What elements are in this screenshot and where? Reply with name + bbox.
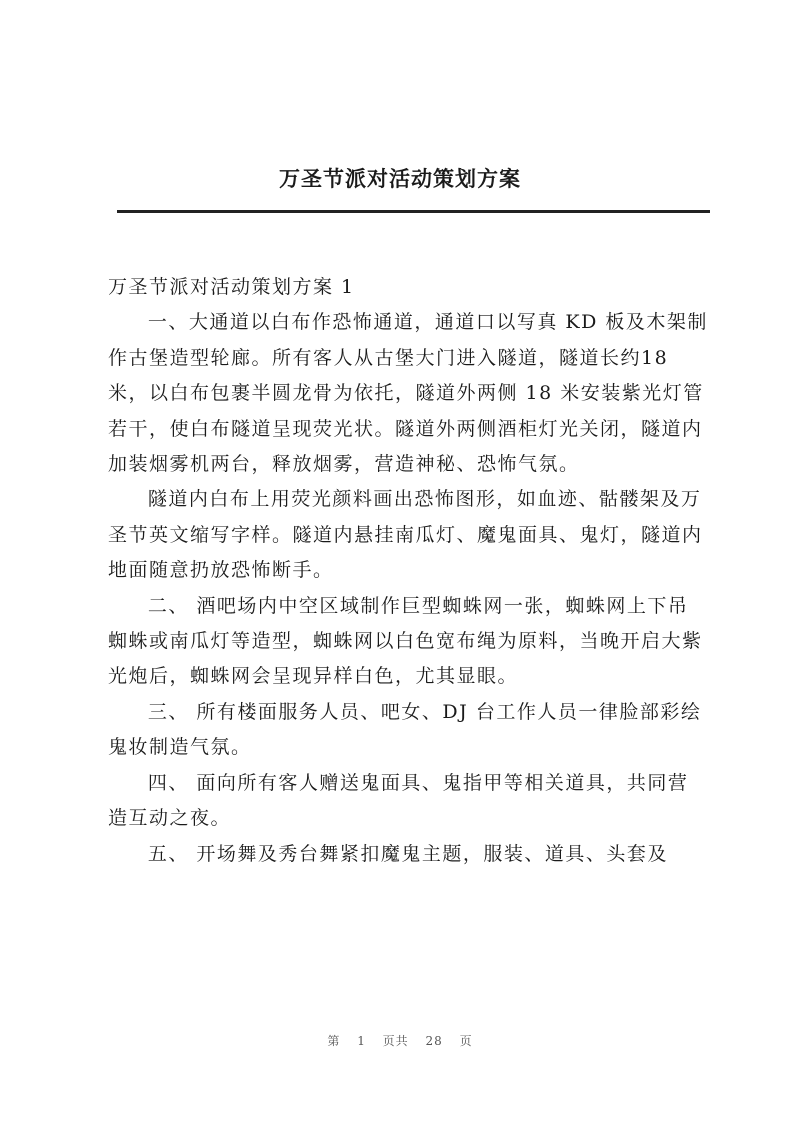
footer-page-number: 1 xyxy=(357,1034,366,1048)
paragraph-1: 一、大通道以白布作恐怖通道，通道口以写真 KD 板及木架制作古堡造型轮廊。所有客人从古堡大门进入隧道，隧道长约18 米，以白布包裹半圆龙骨为依托，隧道外两侧 18 米安装紫光灯管若干，使白布隧道呈现荧光状。隧道外两侧酒柜灯光关闭，隧道内加装烟雾机两台，释放烟雾，营造神秘、恐怖气氛。 xyxy=(108,311,708,476)
footer-middle: 页共 xyxy=(382,1034,409,1048)
paragraph-3: 二、 酒吧场内中空区域制作巨型蜘蛛网一张，蜘蛛网上下吊蜘蛛或南瓜灯等造型，蜘蛛网以白色宽布绳为原料，当晚开启大紫光炮后，蜘蛛网会呈现异样白色，尤其显眼。 xyxy=(108,594,703,688)
paragraph-5: 四、 面向所有客人赠送鬼面具、鬼指甲等相关道具，共同营造互动之夜。 xyxy=(108,771,689,830)
paragraph-4: 三、 所有楼面服务人员、吧女、DJ 台工作人员一律脸部彩绘鬼妆制造气氛。 xyxy=(108,700,702,759)
footer-total-pages: 28 xyxy=(425,1034,443,1048)
footer-prefix: 第 xyxy=(327,1034,341,1048)
section-heading: 万圣节派对活动策划方案 1 xyxy=(108,276,355,298)
page-footer xyxy=(0,1032,800,1049)
document-body xyxy=(108,270,708,872)
footer-suffix: 页 xyxy=(459,1034,473,1048)
title-underline xyxy=(117,210,710,213)
document-title: 万圣节派对活动策划方案 xyxy=(279,166,521,191)
paragraph-6: 五、 开场舞及秀台舞紧扣魔鬼主题，服装、道具、头套及 xyxy=(147,842,668,865)
paragraph-2: 隧道内白布上用荧光颜料画出恐怖图形，如血迹、骷髅架及万圣节英文缩写字样。隧道内悬挂南瓜灯、魔鬼面具、鬼灯，隧道内地面随意扔放恐怖断手。 xyxy=(108,488,703,582)
